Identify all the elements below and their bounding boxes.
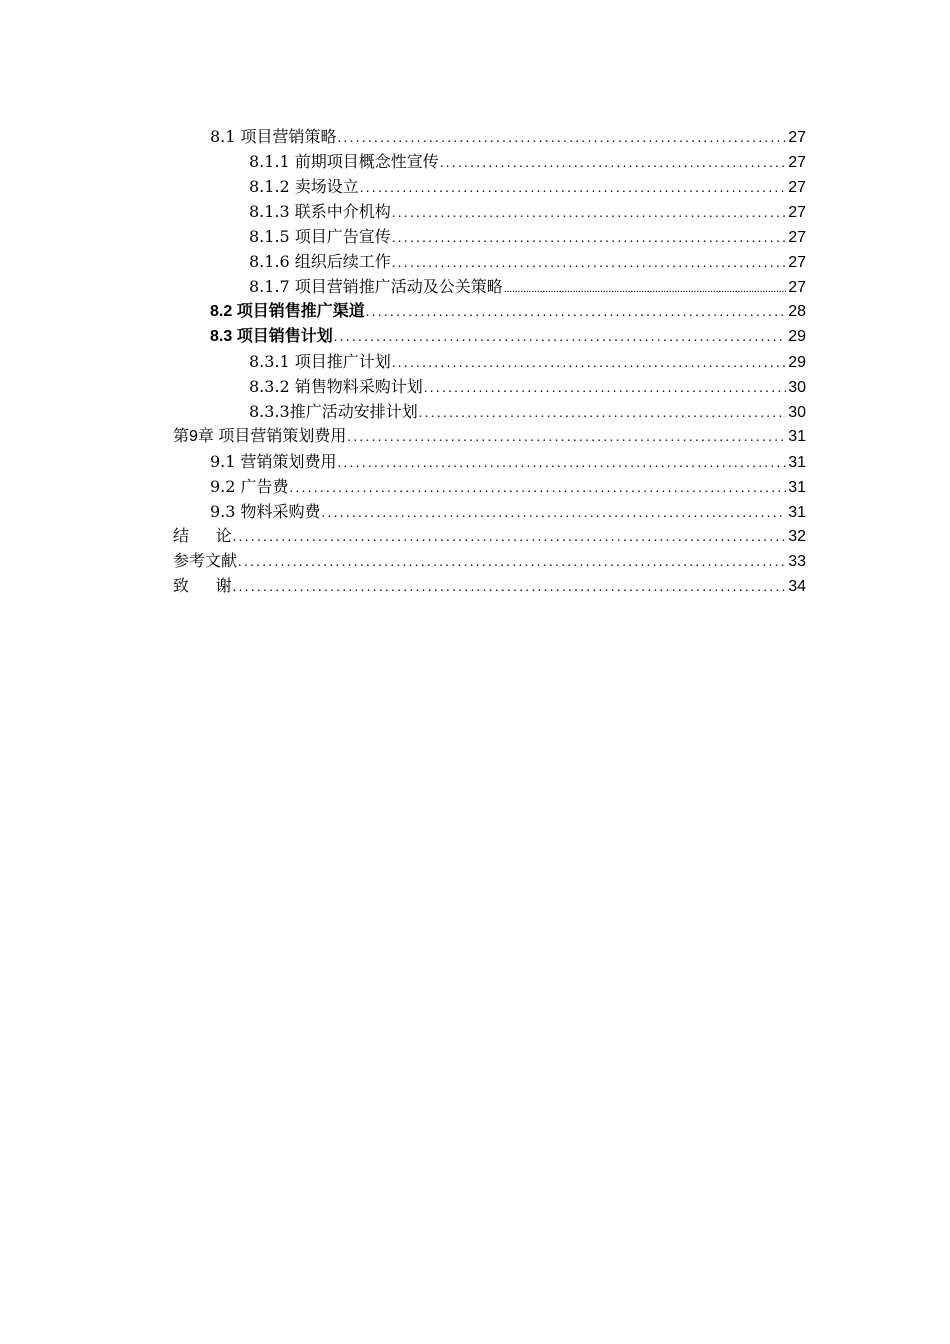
toc-page-number: 27 [788,179,806,196]
toc-entry-8-1-2[interactable] [249,174,806,199]
toc-dot-leader [233,575,787,600]
toc-dot-leader [419,401,786,426]
toc-entry-8-3[interactable] [210,324,806,349]
toc-dot-leader [360,176,786,201]
toc-page-number: 28 [788,303,806,320]
toc-dot-leader [290,476,787,501]
toc-page-number: 27 [788,129,806,146]
toc-entry-9-1[interactable] [210,449,806,474]
toc-entry-title: 8.3.3推广活动安排计划 [249,402,418,421]
toc-dot-leader [347,425,786,450]
toc-dot-leader [238,550,786,575]
toc-dot-leader [233,525,787,550]
toc-page-number: 33 [788,553,806,570]
toc-dot-leader [322,501,787,526]
toc-entry-title: 8.1.2 卖场设立 [249,177,359,196]
toc-page-number: 27 [788,229,806,246]
toc-entry-8-3-3[interactable] [249,399,806,424]
toc-dot-leader [338,451,787,476]
toc-entry-title: 结 论 [173,528,232,545]
toc-entry-title: 8.3.2 销售物料采购计划 [249,377,423,396]
toc-dot-leader [392,226,786,251]
toc-entry-title: 8.1.5 项目广告宣传 [249,227,391,246]
toc-entry-title: 致 谢 [173,578,232,595]
toc-page-number: 31 [788,504,806,521]
toc-entry-8-3-1[interactable] [249,349,806,374]
toc-entry-8-1-1[interactable] [249,149,806,174]
toc-entry-references[interactable] [173,549,806,574]
toc-entry-9-2[interactable] [210,474,806,499]
toc-entry-8-3-2[interactable] [249,374,806,399]
toc-dot-leader [366,300,787,325]
toc-entry-8-1-6[interactable] [249,249,806,274]
toc-entry-title: 8.1 项目营销策略 [210,127,337,146]
toc-dot-leader [338,126,787,151]
toc-entry-acknowledgements[interactable] [173,574,806,599]
toc-dot-leader [424,376,786,401]
toc-entry-title: 8.1.3 联系中介机构 [249,202,391,221]
toc-entry-title: 参考文献 [173,553,238,570]
toc-entry-conclusion[interactable] [173,524,806,549]
toc-page-number: 30 [788,379,806,396]
toc-page-number: 34 [788,578,806,595]
toc-entry-title: 8.3.1 项目推广计划 [249,352,391,371]
toc-page-number: 31 [788,454,806,471]
toc-page-number: 27 [788,279,806,296]
toc-entry-title: 8.2 项目销售推广渠道 [210,303,365,320]
toc-dot-leader [392,251,786,276]
toc-page-number: 30 [788,404,806,421]
toc-entry-title: 8.1.6 组织后续工作 [249,252,391,271]
toc-entry-8-1-3[interactable] [249,199,806,224]
toc-entry-title: 8.1.1 前期项目概念性宣传 [249,152,439,171]
toc-entry-title: 8.3 项目销售计划 [210,328,333,345]
toc-page-number: 31 [788,428,806,445]
toc-entry-9-3[interactable] [210,499,806,524]
toc-dot-leader [334,325,787,350]
toc-page-number: 32 [788,528,806,545]
toc-entry-title: 9.3 物料采购费 [210,502,321,521]
toc-entry-8-1-7[interactable] [249,274,806,299]
toc-entry-title: 9.1 营销策划费用 [210,452,337,471]
toc-entry-8-2[interactable] [210,299,806,324]
toc-page-number: 31 [788,479,806,496]
toc-entry-8-1[interactable] [210,124,806,149]
toc-page-number: 29 [788,328,806,345]
toc-entry-title: 9.2 广告费 [210,477,289,496]
toc-page-number: 29 [788,354,806,371]
toc-dot-leader [392,351,786,376]
toc-entry-title: 第9章 项目营销策划费用 [173,428,347,445]
toc-dot-leader [440,151,786,176]
toc-page-number: 27 [788,204,806,221]
toc-entry-8-1-5[interactable] [249,224,806,249]
toc-entry-title: 8.1.7 项目营销推广活动及公关策略 [249,277,503,296]
toc-page-number: 27 [788,254,806,271]
toc-dot-leader [392,201,786,226]
toc-entry-chapter-9[interactable] [173,424,806,449]
toc-page-number: 27 [788,154,806,171]
